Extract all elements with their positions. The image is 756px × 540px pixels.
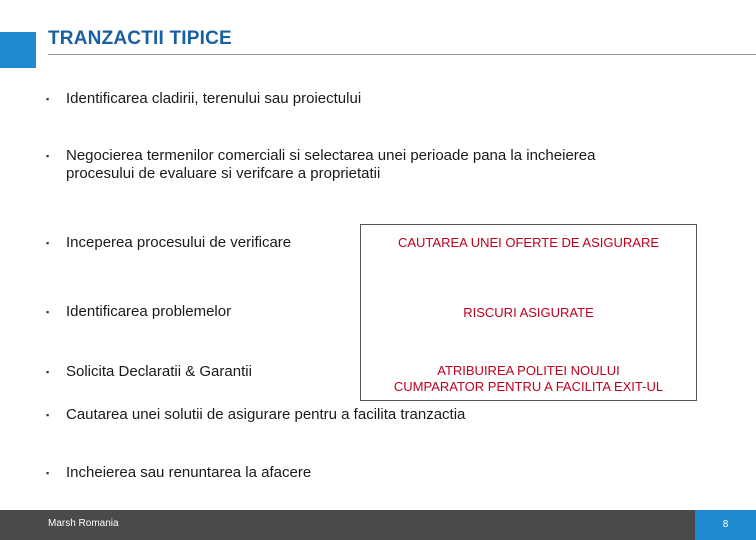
callout-item: CAUTAREA UNEI OFERTE DE ASIGURARE <box>397 235 659 250</box>
slide-title: TRANZACTII TIPICE <box>48 28 232 49</box>
page-number: 8 <box>695 510 756 540</box>
bullet-text: Identificarea problemelor <box>66 303 232 320</box>
bullet-marker-icon: ▪ <box>46 367 50 377</box>
footer-bar <box>0 510 756 540</box>
bullet-text: Negocierea termenilor comerciali si selectarea unei perioade pana la incheierea <box>66 147 596 164</box>
bullet-text: Incheierea sau renuntarea la afacere <box>66 464 312 481</box>
callout-box <box>360 224 697 401</box>
callout-item: CUMPARATOR PENTRU A FACILITA EXIT-UL <box>393 379 664 394</box>
title-divider <box>48 54 756 55</box>
bullet-marker-icon: ▪ <box>46 151 50 161</box>
footer-company-name: Marsh Romania <box>48 518 119 529</box>
accent-block <box>0 32 36 68</box>
bullet-marker-icon: ▪ <box>46 94 50 104</box>
callout-item: RISCURI ASIGURATE <box>463 305 594 320</box>
bullet-text-continuation: procesului de evaluare si verifcare a proprietatii <box>66 165 381 182</box>
bullet-marker-icon: ▪ <box>46 307 50 317</box>
bullet-text: Inceperea procesului de verificare <box>66 234 292 251</box>
bullet-marker-icon: ▪ <box>46 410 50 420</box>
bullet-marker-icon: ▪ <box>46 238 50 248</box>
callout-item: ATRIBUIREA POLITEI NOULUI <box>437 363 620 378</box>
bullet-text: Solicita Declaratii & Garantii <box>66 363 252 380</box>
bullet-text: Cautarea unei solutii de asigurare pentru a facilita tranzactia <box>66 406 466 423</box>
bullet-text: Identificarea cladirii, terenului sau proiectului <box>66 90 362 107</box>
bullet-marker-icon: ▪ <box>46 468 50 478</box>
